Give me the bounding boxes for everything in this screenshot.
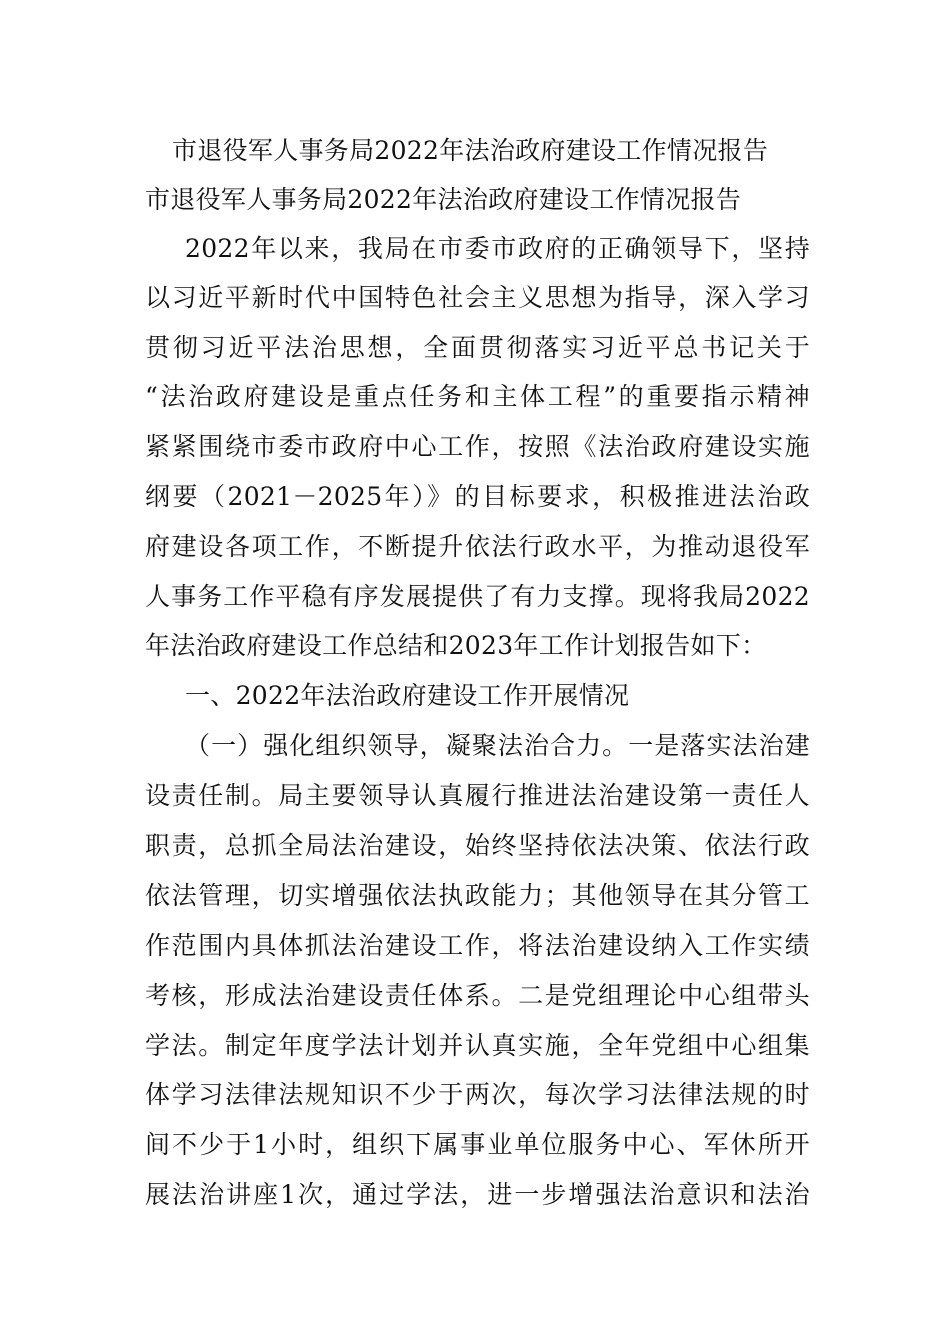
paragraph-line: 以习近平新时代中国特色社会主义思想为指导，深入学习 bbox=[145, 283, 810, 312]
paragraph-line: 年法治政府建设工作总结和2023年工作计划报告如下： bbox=[145, 631, 767, 660]
paragraph-line: 贯彻习近平法治思想，全面贯彻落实习近平总书记关于 bbox=[145, 333, 810, 362]
paragraph-line: 纲要（2021－2025年）》的目标要求，积极推进法治政 bbox=[145, 482, 810, 511]
paragraph-line: 考核，形成法治建设责任体系。二是党组理论中心组带头 bbox=[145, 981, 810, 1010]
paragraph-line: 体学习法律法规知识不少于两次，每次学习法律法规的时 bbox=[145, 1080, 810, 1109]
paragraph-line: 依法管理，切实增强依法执政能力；其他领导在其分管工 bbox=[145, 881, 810, 910]
paragraph-line: 紧紧围绕市委市政府中心工作，按照《法治政府建设实施 bbox=[145, 432, 810, 461]
section-heading: 一、2022年法治政府建设工作开展情况 bbox=[185, 681, 630, 710]
paragraph-line: 2022年以来，我局在市委市政府的正确领导下，坚持 bbox=[185, 234, 810, 263]
paragraph-line: “法治政府建设是重点任务和主体工程”的重要指示精神 bbox=[145, 382, 810, 411]
title-line-1: 市退役军人事务局2022年法治政府建设工作情况报告 bbox=[172, 136, 769, 165]
paragraph-line: 职责，总抓全局法治建设，始终坚持依法决策、依法行政 bbox=[145, 831, 810, 860]
paragraph-line: 人事务工作平稳有序发展提供了有力支撑。现将我局2022 bbox=[145, 582, 810, 611]
title-line-2: 市退役军人事务局2022年法治政府建设工作情况报告 bbox=[145, 185, 742, 214]
paragraph-line: 间不少于1小时，组织下属事业单位服务中心、军休所开 bbox=[145, 1130, 810, 1159]
paragraph-line: 作范围内具体抓法治建设工作，将法治建设纳入工作实绩 bbox=[145, 931, 810, 960]
paragraph-line: 展法治讲座1次，通过学法，进一步增强法治意识和法治 bbox=[145, 1180, 810, 1209]
paragraph-line: 设责任制。局主要领导认真履行推进法治建设第一责任人 bbox=[145, 781, 810, 810]
paragraph-line: 府建设各项工作，不断提升依法行政水平，为推动退役军 bbox=[145, 532, 810, 561]
paragraph-line: 学法。制定年度学法计划并认真实施，全年党组中心组集 bbox=[145, 1031, 810, 1060]
paragraph-line: （一）强化组织领导，凝聚法治合力。一是落实法治建 bbox=[185, 731, 810, 760]
